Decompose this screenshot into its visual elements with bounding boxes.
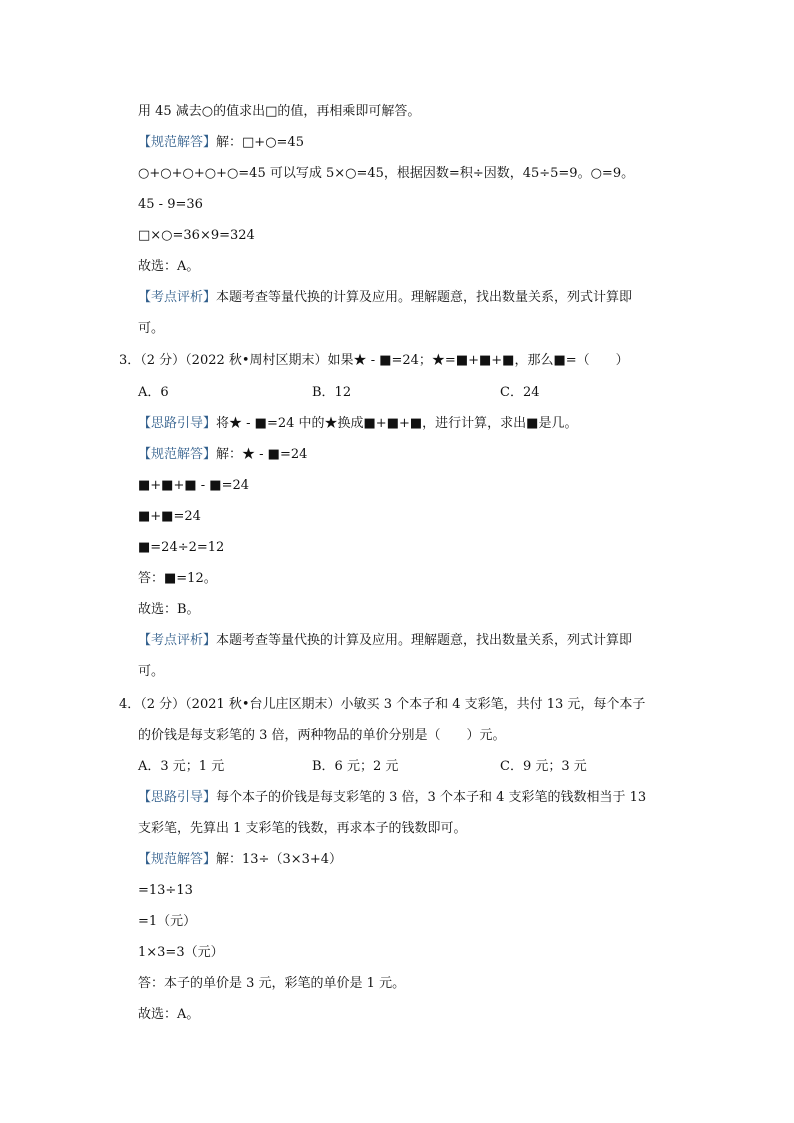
analysis-text: 本题考查等量代换的计算及应用。理解题意，找出数量关系，列式计算即 (216, 633, 633, 648)
q3-step-2: ■+■=24 (138, 509, 201, 524)
q4-option-a: A．3 元；1 元 (138, 759, 225, 774)
answer-text: 解：13÷（3×3+4） (216, 852, 343, 867)
hint-text: 将★ - ■=24 中的★换成■+■+■，进行计算，求出■是几。 (216, 416, 578, 431)
q4-choice: 故选：A。 (138, 1007, 200, 1022)
analysis-text: 本题考查等量代换的计算及应用。理解题意，找出数量关系，列式计算即 (216, 290, 633, 305)
hint-tag: 【思路引导】 (138, 416, 217, 431)
q2-analysis-cont: 可。 (138, 321, 165, 336)
q2-step-2: 45 - 9=36 (138, 197, 203, 212)
q3-stem: 3．（2 分）（2022 秋•周村区期末）如果★ - ■=24；★=■+■+■，那么■=（ ） (119, 353, 629, 368)
q3-answer-line (138, 446, 307, 464)
q3-hint-line (138, 415, 577, 433)
q2-analysis-line (138, 289, 632, 307)
hint-tag: 【思路引导】 (138, 790, 217, 805)
q4-step-2: =1（元） (138, 914, 197, 929)
q4-option-c: C．9 元；3 元 (500, 759, 587, 774)
answer-tag: 【规范解答】 (138, 447, 217, 462)
q4-hint-line (138, 789, 646, 807)
q2-analysis-tail: 用 45 减去○的值求出□的值，再相乘即可解答。 (138, 104, 421, 119)
q4-option-b: B．6 元；2 元 (312, 759, 399, 774)
q4-reply: 答：本子的单价是 3 元，彩笔的单价是 1 元。 (138, 976, 406, 991)
answer-text: 解：□+○=45 (216, 135, 304, 150)
q3-step-3: ■=24÷2=12 (138, 540, 225, 555)
q3-step-1: ■+■+■ - ■=24 (138, 478, 250, 493)
q3-reply: 答：■=12。 (138, 571, 217, 586)
q3-analysis-cont: 可。 (138, 664, 165, 679)
q3-analysis-line (138, 632, 632, 650)
q2-step-1: ○+○+○+○+○=45 可以写成 5×○=45，根据因数=积÷因数，45÷5=9。○=9。 (138, 166, 635, 181)
hint-text: 每个本子的价钱是每支彩笔的 3 倍，3 个本子和 4 支彩笔的钱数相当于 13 (216, 790, 647, 805)
q3-choice: 故选：B。 (138, 602, 200, 617)
q3-option-c: C．24 (500, 385, 540, 400)
q3-option-b: B．12 (312, 385, 352, 400)
answer-tag: 【规范解答】 (138, 135, 217, 150)
q4-step-3: 1×3=3（元） (138, 945, 224, 960)
analysis-tag: 【考点评析】 (138, 633, 217, 648)
analysis-tag: 【考点评析】 (138, 290, 217, 305)
answer-tag: 【规范解答】 (138, 852, 217, 867)
q4-stem-1: 4．（2 分）（2021 秋•台儿庄区期末）小敏买 3 个本子和 4 支彩笔，共付 13 元，每个本子 (119, 697, 646, 712)
answer-text: 解：★ - ■=24 (216, 447, 308, 462)
q2-step-3: □×○=36×9=324 (138, 228, 255, 243)
q3-option-a: A．6 (138, 385, 169, 400)
q4-answer-line (138, 851, 342, 869)
q4-step-1: =13÷13 (138, 883, 193, 898)
q4-hint-cont: 支彩笔，先算出 1 支彩笔的钱数，再求本子的钱数即可。 (138, 821, 467, 836)
q2-choice: 故选：A。 (138, 259, 200, 274)
q2-answer-line (138, 134, 304, 152)
q4-stem-2: 的价钱是每支彩笔的 3 倍，两种物品的单价分别是（ ）元。 (138, 728, 506, 743)
